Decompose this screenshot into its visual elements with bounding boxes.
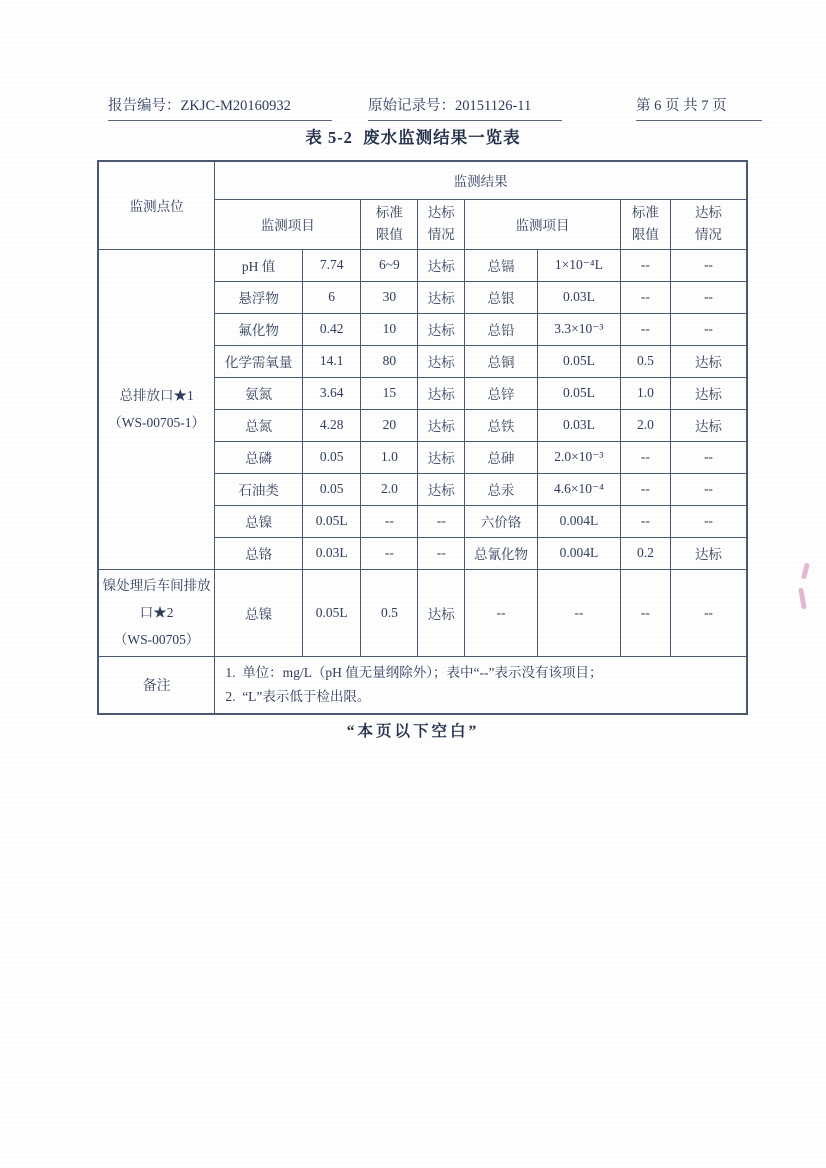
value-cell: 总锌 [465, 377, 538, 409]
value-cell: -- [670, 473, 747, 505]
value-cell: 0.05 [302, 441, 360, 473]
page-indicator: 第 6 页 共 7 页 [636, 94, 762, 121]
value-cell: 达标 [418, 345, 465, 377]
value-cell: -- [670, 441, 747, 473]
site-code: （WS-00705） [113, 632, 200, 647]
value-cell: 0.03L [537, 281, 620, 313]
value-cell: 总氮 [215, 409, 303, 441]
value-cell: 达标 [418, 281, 465, 313]
table-row [98, 249, 747, 281]
value-cell: 总磷 [215, 441, 303, 473]
value-cell: 六价铬 [465, 505, 538, 537]
header-limit-right [620, 199, 670, 249]
record-number-label: 原始记录号： [368, 98, 455, 114]
value-cell: -- [620, 281, 670, 313]
value-cell: 达标 [670, 377, 747, 409]
value-cell: 3.64 [302, 377, 360, 409]
header-limit-right-line1: 标准 [631, 205, 659, 220]
value-cell: 达标 [670, 409, 747, 441]
header-limit-left-line1: 标准 [375, 205, 403, 220]
site-name: 总排放口★1 [119, 388, 194, 403]
value-cell: -- [361, 505, 418, 537]
value-cell: 达标 [670, 345, 747, 377]
value-cell: 1.0 [361, 441, 418, 473]
value-cell: -- [670, 313, 747, 345]
value-cell: -- [620, 313, 670, 345]
value-cell: 4.28 [302, 409, 360, 441]
document-header [0, 94, 826, 120]
remark-line-1: 1. 单位：mg/L（pH 值无量纲除外）；表中“--”表示没有该项目； [225, 664, 603, 680]
value-cell: 达标 [418, 377, 465, 409]
value-cell: 0.5 [361, 569, 418, 656]
value-cell: -- [620, 473, 670, 505]
value-cell: 2.0 [620, 409, 670, 441]
value-cell: 总砷 [465, 441, 538, 473]
value-cell: 30 [361, 281, 418, 313]
value-cell: 0.03L [302, 537, 360, 569]
header-status-left-line1: 达标 [427, 205, 455, 220]
remark-label: 备注 [98, 656, 215, 714]
value-cell: 15 [361, 377, 418, 409]
remark-section [98, 656, 747, 714]
remark-content [215, 656, 747, 714]
value-cell: 总银 [465, 281, 538, 313]
scan-artifact-mark [798, 588, 807, 610]
value-cell: 化学需氧量 [215, 345, 303, 377]
value-cell: 石油类 [215, 473, 303, 505]
header-row-1 [98, 161, 747, 199]
value-cell: 0.05L [302, 505, 360, 537]
header-status-right-line1: 达标 [694, 205, 722, 220]
value-cell: 0.42 [302, 313, 360, 345]
value-cell: 总铁 [465, 409, 538, 441]
value-cell: 0.05L [537, 345, 620, 377]
header-item-left: 监测项目 [215, 199, 361, 249]
header-site: 监测点位 [98, 161, 215, 249]
wastewater-results-table [97, 160, 748, 715]
value-cell: 3.3×10⁻³ [537, 313, 620, 345]
value-cell: 4.6×10⁻⁴ [537, 473, 620, 505]
header-item-right: 监测项目 [465, 199, 621, 249]
value-cell: 14.1 [302, 345, 360, 377]
header-status-right-line2: 情况 [694, 227, 722, 242]
site-name: 镍处理后车间排放口★2 [102, 578, 211, 620]
value-cell: 10 [361, 313, 418, 345]
value-cell: 达标 [418, 249, 465, 281]
value-cell: -- [418, 505, 465, 537]
report-number [108, 94, 332, 121]
value-cell: -- [465, 569, 538, 656]
table-row [98, 569, 747, 656]
header-limit-right-line2: 限值 [631, 227, 659, 242]
value-cell: 氨氮 [215, 377, 303, 409]
report-number-label: 报告编号： [108, 98, 181, 114]
monitoring-site-cell [98, 249, 215, 569]
value-cell: 6 [302, 281, 360, 313]
table-header [98, 161, 747, 249]
table-body [98, 249, 747, 656]
value-cell: 达标 [418, 313, 465, 345]
header-status-right [670, 199, 747, 249]
header-limit-left-line2: 限值 [375, 227, 403, 242]
value-cell: -- [537, 569, 620, 656]
value-cell: 2.0×10⁻³ [537, 441, 620, 473]
value-cell: 6~9 [361, 249, 418, 281]
value-cell: 0.5 [620, 345, 670, 377]
header-limit-left [361, 199, 418, 249]
value-cell: 达标 [418, 569, 465, 656]
value-cell: 2.0 [361, 473, 418, 505]
table-title: 表 5-2 废水监测结果一览表 [305, 128, 521, 147]
value-cell: -- [620, 505, 670, 537]
value-cell: 1.0 [620, 377, 670, 409]
header-status-left [418, 199, 465, 249]
value-cell: -- [361, 537, 418, 569]
record-number [368, 94, 562, 121]
monitoring-site-cell [98, 569, 215, 656]
value-cell: -- [620, 569, 670, 656]
value-cell: 总铅 [465, 313, 538, 345]
value-cell: -- [620, 249, 670, 281]
value-cell: 80 [361, 345, 418, 377]
value-cell: 总氰化物 [465, 537, 538, 569]
value-cell: 总镍 [215, 569, 303, 656]
value-cell: 1×10⁻⁴L [537, 249, 620, 281]
value-cell: pH 值 [215, 249, 303, 281]
value-cell: 0.05 [302, 473, 360, 505]
value-cell: 0.05L [537, 377, 620, 409]
value-cell: 达标 [418, 441, 465, 473]
value-cell: 0.05L [302, 569, 360, 656]
value-cell: 0.004L [537, 537, 620, 569]
value-cell: -- [418, 537, 465, 569]
value-cell: 总镉 [465, 249, 538, 281]
value-cell: 悬浮物 [215, 281, 303, 313]
value-cell: 总铬 [215, 537, 303, 569]
value-cell: 总铜 [465, 345, 538, 377]
value-cell: 达标 [670, 537, 747, 569]
value-cell: 达标 [418, 409, 465, 441]
value-cell: -- [670, 281, 747, 313]
remark-row [98, 656, 747, 714]
value-cell: 总镍 [215, 505, 303, 537]
header-result: 监测结果 [215, 161, 747, 199]
value-cell: 20 [361, 409, 418, 441]
value-cell: 氟化物 [215, 313, 303, 345]
value-cell: 0.2 [620, 537, 670, 569]
header-status-left-line2: 情况 [427, 227, 455, 242]
value-cell: 0.004L [537, 505, 620, 537]
report-number-value: ZKJC-M20160932 [180, 98, 291, 114]
value-cell: 0.03L [537, 409, 620, 441]
value-cell: 总汞 [465, 473, 538, 505]
value-cell: 7.74 [302, 249, 360, 281]
value-cell: -- [620, 441, 670, 473]
site-code: （WS-00705-1） [108, 415, 206, 430]
blank-page-note: “本页以下空白” [346, 723, 480, 740]
value-cell: -- [670, 249, 747, 281]
value-cell: 达标 [418, 473, 465, 505]
remark-line-2: 2. “L”表示低于检出限。 [225, 688, 371, 704]
value-cell: -- [670, 505, 747, 537]
record-number-value: 20151126-11 [455, 98, 532, 114]
scan-artifact-mark [801, 563, 810, 580]
value-cell: -- [670, 569, 747, 656]
